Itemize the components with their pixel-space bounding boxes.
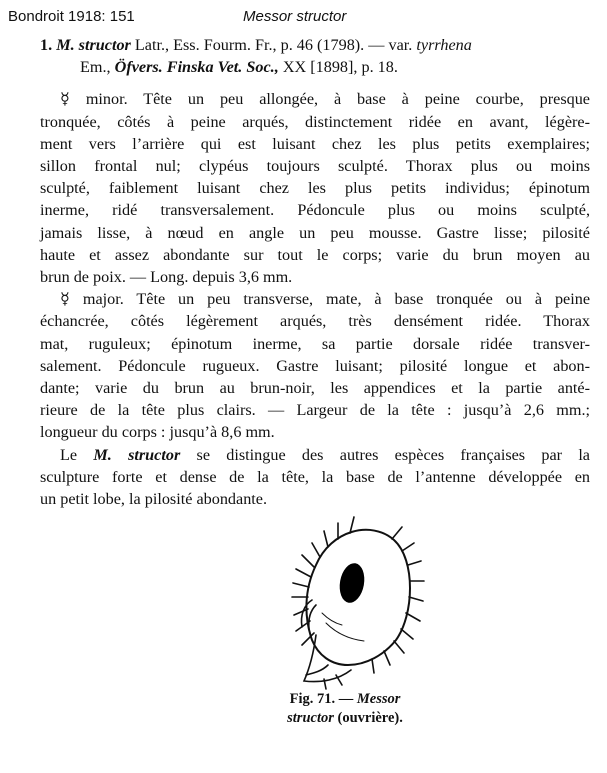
paragraph-line: salement. Pédoncule rugueux. Gastre luisant; pilosité longue et abon-: [40, 356, 590, 375]
paragraph-line: jamais lisse, à nœud en angle un peu mousse. Gastre lisse; pilosité: [40, 223, 590, 242]
paragraph-line: ☿ minor. Tête un peu allongée, à base à peine courbe, presque: [60, 90, 590, 109]
caption-suffix: (ouvrière).: [333, 710, 403, 726]
source-citation: Bondroit 1918: 151: [8, 8, 135, 25]
page-header: [8, 8, 598, 30]
paragraph-line: échancrée, côtés légèrement arqués, très densément ridée. Thorax: [40, 312, 590, 331]
paragraph-line: sculpture forte et dense de la tête, la base de l’antenne développée en: [40, 467, 590, 486]
major-paragraph: [40, 288, 590, 443]
entry-number: 1.: [40, 36, 53, 54]
paragraph-line: mat, ruguleux; épinotum inerme, sa partie dorsale ridée transver-: [40, 334, 590, 353]
species-title: Messor structor: [243, 8, 347, 25]
variety-author: Em.,: [80, 58, 115, 77]
caption-species: structor: [287, 710, 334, 726]
closing-prefix: Le: [60, 445, 94, 464]
paragraph-line: un petit lobe, la pilosité abondante.: [40, 490, 268, 509]
minor-paragraph: [40, 88, 590, 288]
paragraph-line: [40, 444, 590, 466]
paragraph-line: dante; varie du brun au brun-noir, les appendices et la partie anté-: [40, 379, 590, 398]
paragraph-line: inerme, ridé transversalement. Pédoncule plus ou moins sculpté,: [40, 201, 590, 220]
closing-taxon: M. structor: [93, 445, 181, 464]
paragraph-line: sillon frontal nul; clypéus toujours sculpté. Thorax plus ou moins: [40, 157, 590, 176]
caption-genus: Messor: [356, 691, 401, 707]
paragraph-line: tronquée, côtés à peine arqués, distinctement ridée en avant, légère-: [40, 112, 590, 131]
ant-head-drawing: [276, 505, 426, 690]
caption-prefix: Fig. 71. —: [289, 691, 357, 707]
paragraph-line: longueur du corps : jusqu’à 8,6 mm.: [40, 423, 275, 442]
paragraph-line: sculpté, faiblement luisant chez les plus petits individus; épinotum: [40, 179, 590, 198]
paragraph-line: ☿ major. Tête un peu transverse, mate, à base tronquée ou à peine: [60, 290, 590, 309]
reference-text: Latr., Ess. Fourm. Fr., p. 46 (1798). — var.: [130, 36, 417, 54]
variety-name: tyrrhena: [416, 36, 472, 54]
paragraph-line: brun de poix. — Long. depuis 3,6 mm.: [40, 268, 293, 287]
ant-head-figure: [276, 505, 426, 690]
journal-name: Öfvers. Finska Vet. Soc.,: [114, 58, 279, 77]
paragraph-line: rieure de la tête plus clairs. — Largeur de la tête : jusqu’à 2,6 mm.;: [40, 401, 590, 420]
journal-ref: XX [1898], p. 18.: [278, 58, 398, 77]
paragraph-line: haute et assez abondante sur tout le corps; varie du brun moyen au: [40, 245, 590, 264]
entry-line-1: [40, 34, 590, 56]
paragraph-line: ment vers l’arrière qui est luisant chez les plus petits exemplaires;: [40, 134, 590, 153]
figure-caption: [250, 690, 440, 728]
scanned-text: [40, 34, 590, 510]
taxon-name: M. structor: [56, 36, 131, 54]
closing-paragraph: [40, 444, 590, 511]
closing-text: se distingue des autres espèces françaises par la: [180, 445, 590, 464]
entry-line-2: [40, 56, 590, 78]
